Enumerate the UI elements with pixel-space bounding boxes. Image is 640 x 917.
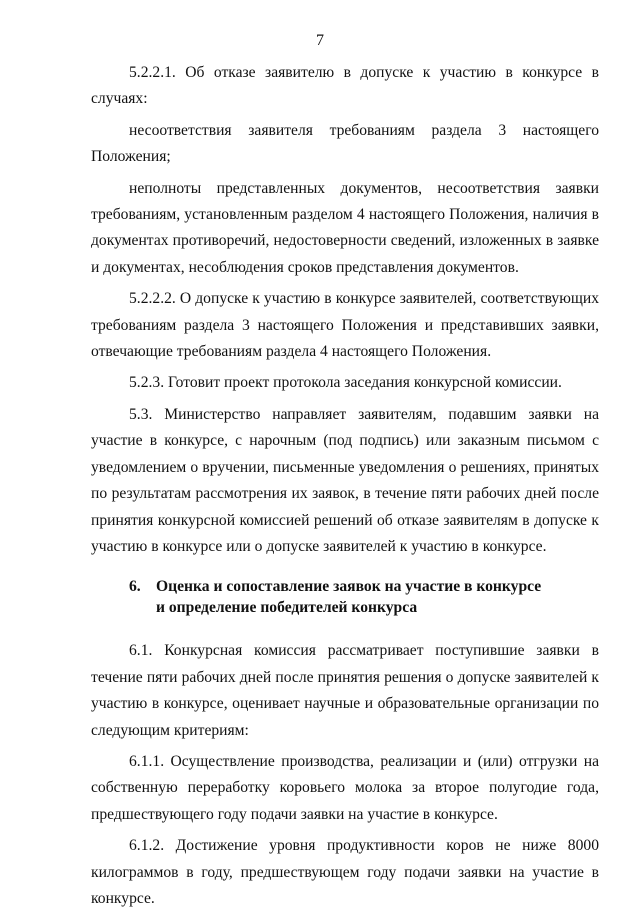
paragraph-6-1: 6.1. Конкурсная комиссия рассматривает поступившие заявки в течение пяти рабочих дней после принятия решения о допуске заявителей к участию в конкурсе, оценивает научные и образовательные организации по следующим критериям:: [91, 642, 599, 739]
paragraph-5-2-2-2: 5.2.2.2. О допуске к участию в конкурсе заявителей, соответствующих требованиям раздела 3 настоящего Положения и представивших заявки, отвечающие требованиям раздела 4 настоящего Положения.: [91, 290, 599, 361]
paragraph-5-2-2-1: 5.2.2.1. Об отказе заявителю в допуске к участию в конкурсе в случаях:: [91, 64, 599, 108]
paragraph-nonconformity: несоответствия заявителя требованиям раздела 3 настоящего Положения;: [91, 121, 599, 166]
section-title-line2: и определение победителей конкурса: [156, 599, 418, 617]
section-number: 6.: [129, 578, 141, 596]
paragraph-incompleteness: неполноты представленных документов, несоответствия заявки требованиям, установленным разделом 4 настоящего Положения, наличия в документах противоречий, недостоверности сведений, изложенных в заявке и документах, несоблюдения сроков представления документов.: [91, 179, 599, 276]
paragraph-5-3: 5.3. Министерство направляет заявителям, подавшим заявки на участие в конкурсе, с нарочным (под подпись) или заказным письмом с уведомлением о вручении, письменные уведомления о решениях, принятых по результатам рассмотрения их заявок, в течение пяти рабочих дней после принятия конкурсной комиссией решений об отказе заявителям в допуске к участию в конкурсе или о допуске заявителей к участию в конкурсе.: [91, 405, 599, 555]
paragraph-5-2-3: 5.2.3. Готовит проект протокола заседания конкурсной комиссии.: [129, 374, 562, 392]
document-body: [91, 60, 599, 917]
section-title-line1: Оценка и сопоставление заявок на участие в конкурсе: [156, 578, 542, 596]
paragraph-6-1-1: 6.1.1. Осуществление производства, реализации и (или) отгрузки на собственную переработку коровьего молока за второе полугодие года, предшествующего году подачи заявки на участие в конкурсе.: [91, 752, 599, 823]
section-heading: [91, 576, 599, 618]
paragraph-6-1-2: 6.1.2. Достижение уровня продуктивности коров не ниже 8000 килограммов в году, предшествующем году подачи заявки на участие в конкурсе.: [91, 837, 599, 907]
page-number: 7: [316, 32, 324, 49]
